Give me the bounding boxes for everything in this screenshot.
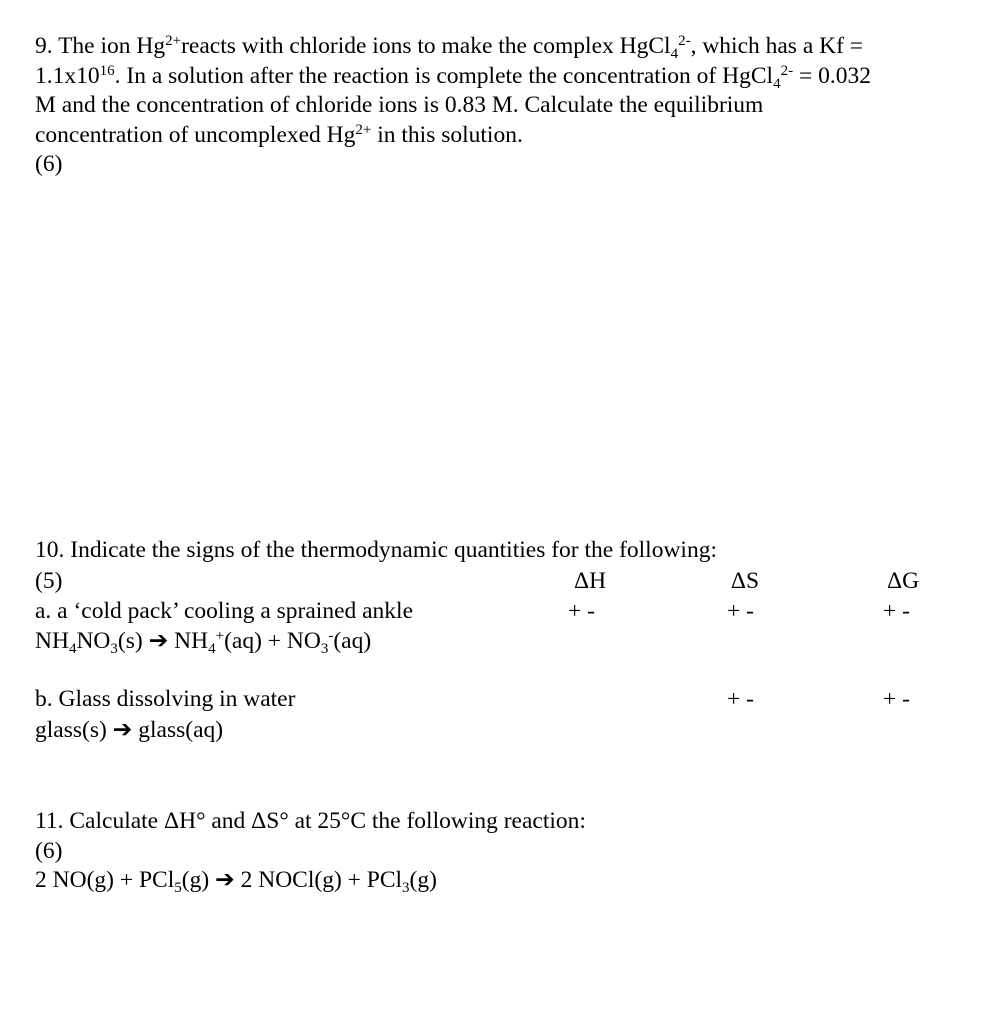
q10b-ds-signs: + - xyxy=(727,686,754,712)
q11-title: 11. Calculate ΔH° and ΔS° at 25°C the following reaction: xyxy=(35,808,586,834)
q10a-label: a. a ‘cold pack’ cooling a sprained ankle xyxy=(35,598,414,624)
q10a-ds-signs: + - xyxy=(727,598,754,624)
header-delta-h: ΔH xyxy=(573,568,607,594)
q10b-equation: glass(s) ➔ glass(aq) xyxy=(35,717,224,743)
q9-line-1: 9. The ion $Hg^{2+}reacts$ with chloride ions to make the complex HgCl$_4^{2-}$, which has a Kf = xyxy=(35,32,864,62)
header-delta-g: ΔG xyxy=(886,568,920,594)
q10-points: (5) xyxy=(35,568,63,594)
q9-line-2: $1.1x10^{16}$. In a solution after the reaction is complete the concentration of HgCl$_4^{2-}$ = 0.032 xyxy=(35,62,871,92)
q10b-label: b. Glass dissolving in water xyxy=(35,686,296,712)
q9-points: (6) xyxy=(35,151,63,177)
q10a-dh-signs: + - xyxy=(568,598,595,624)
header-delta-s: ΔS xyxy=(730,568,760,594)
q10-title: 10. Indicate the signs of the thermodynamic quantities for the following: xyxy=(35,537,717,563)
q9-line-3: M and the concentration of chloride ions is 0.83 M. Calculate the equilibrium xyxy=(35,92,764,118)
q11-points: (6) xyxy=(35,838,63,864)
q11-equation: 2 NO(g) + PCl$_5$(g) ➔ 2 NOCl(g) + PCl$_3$(g) xyxy=(35,867,437,896)
q10a-equation: $NH_4NO_3(s)$ ➔ $NH_4^+(aq) + NO_3^-(aq)$ xyxy=(35,627,372,657)
q10a-dg-signs: + - xyxy=(883,598,910,624)
q10b-dg-signs: + - xyxy=(883,686,910,712)
q9-line-4: concentration of uncomplexed $Hg^{2+}$ in this solution. xyxy=(35,121,523,148)
